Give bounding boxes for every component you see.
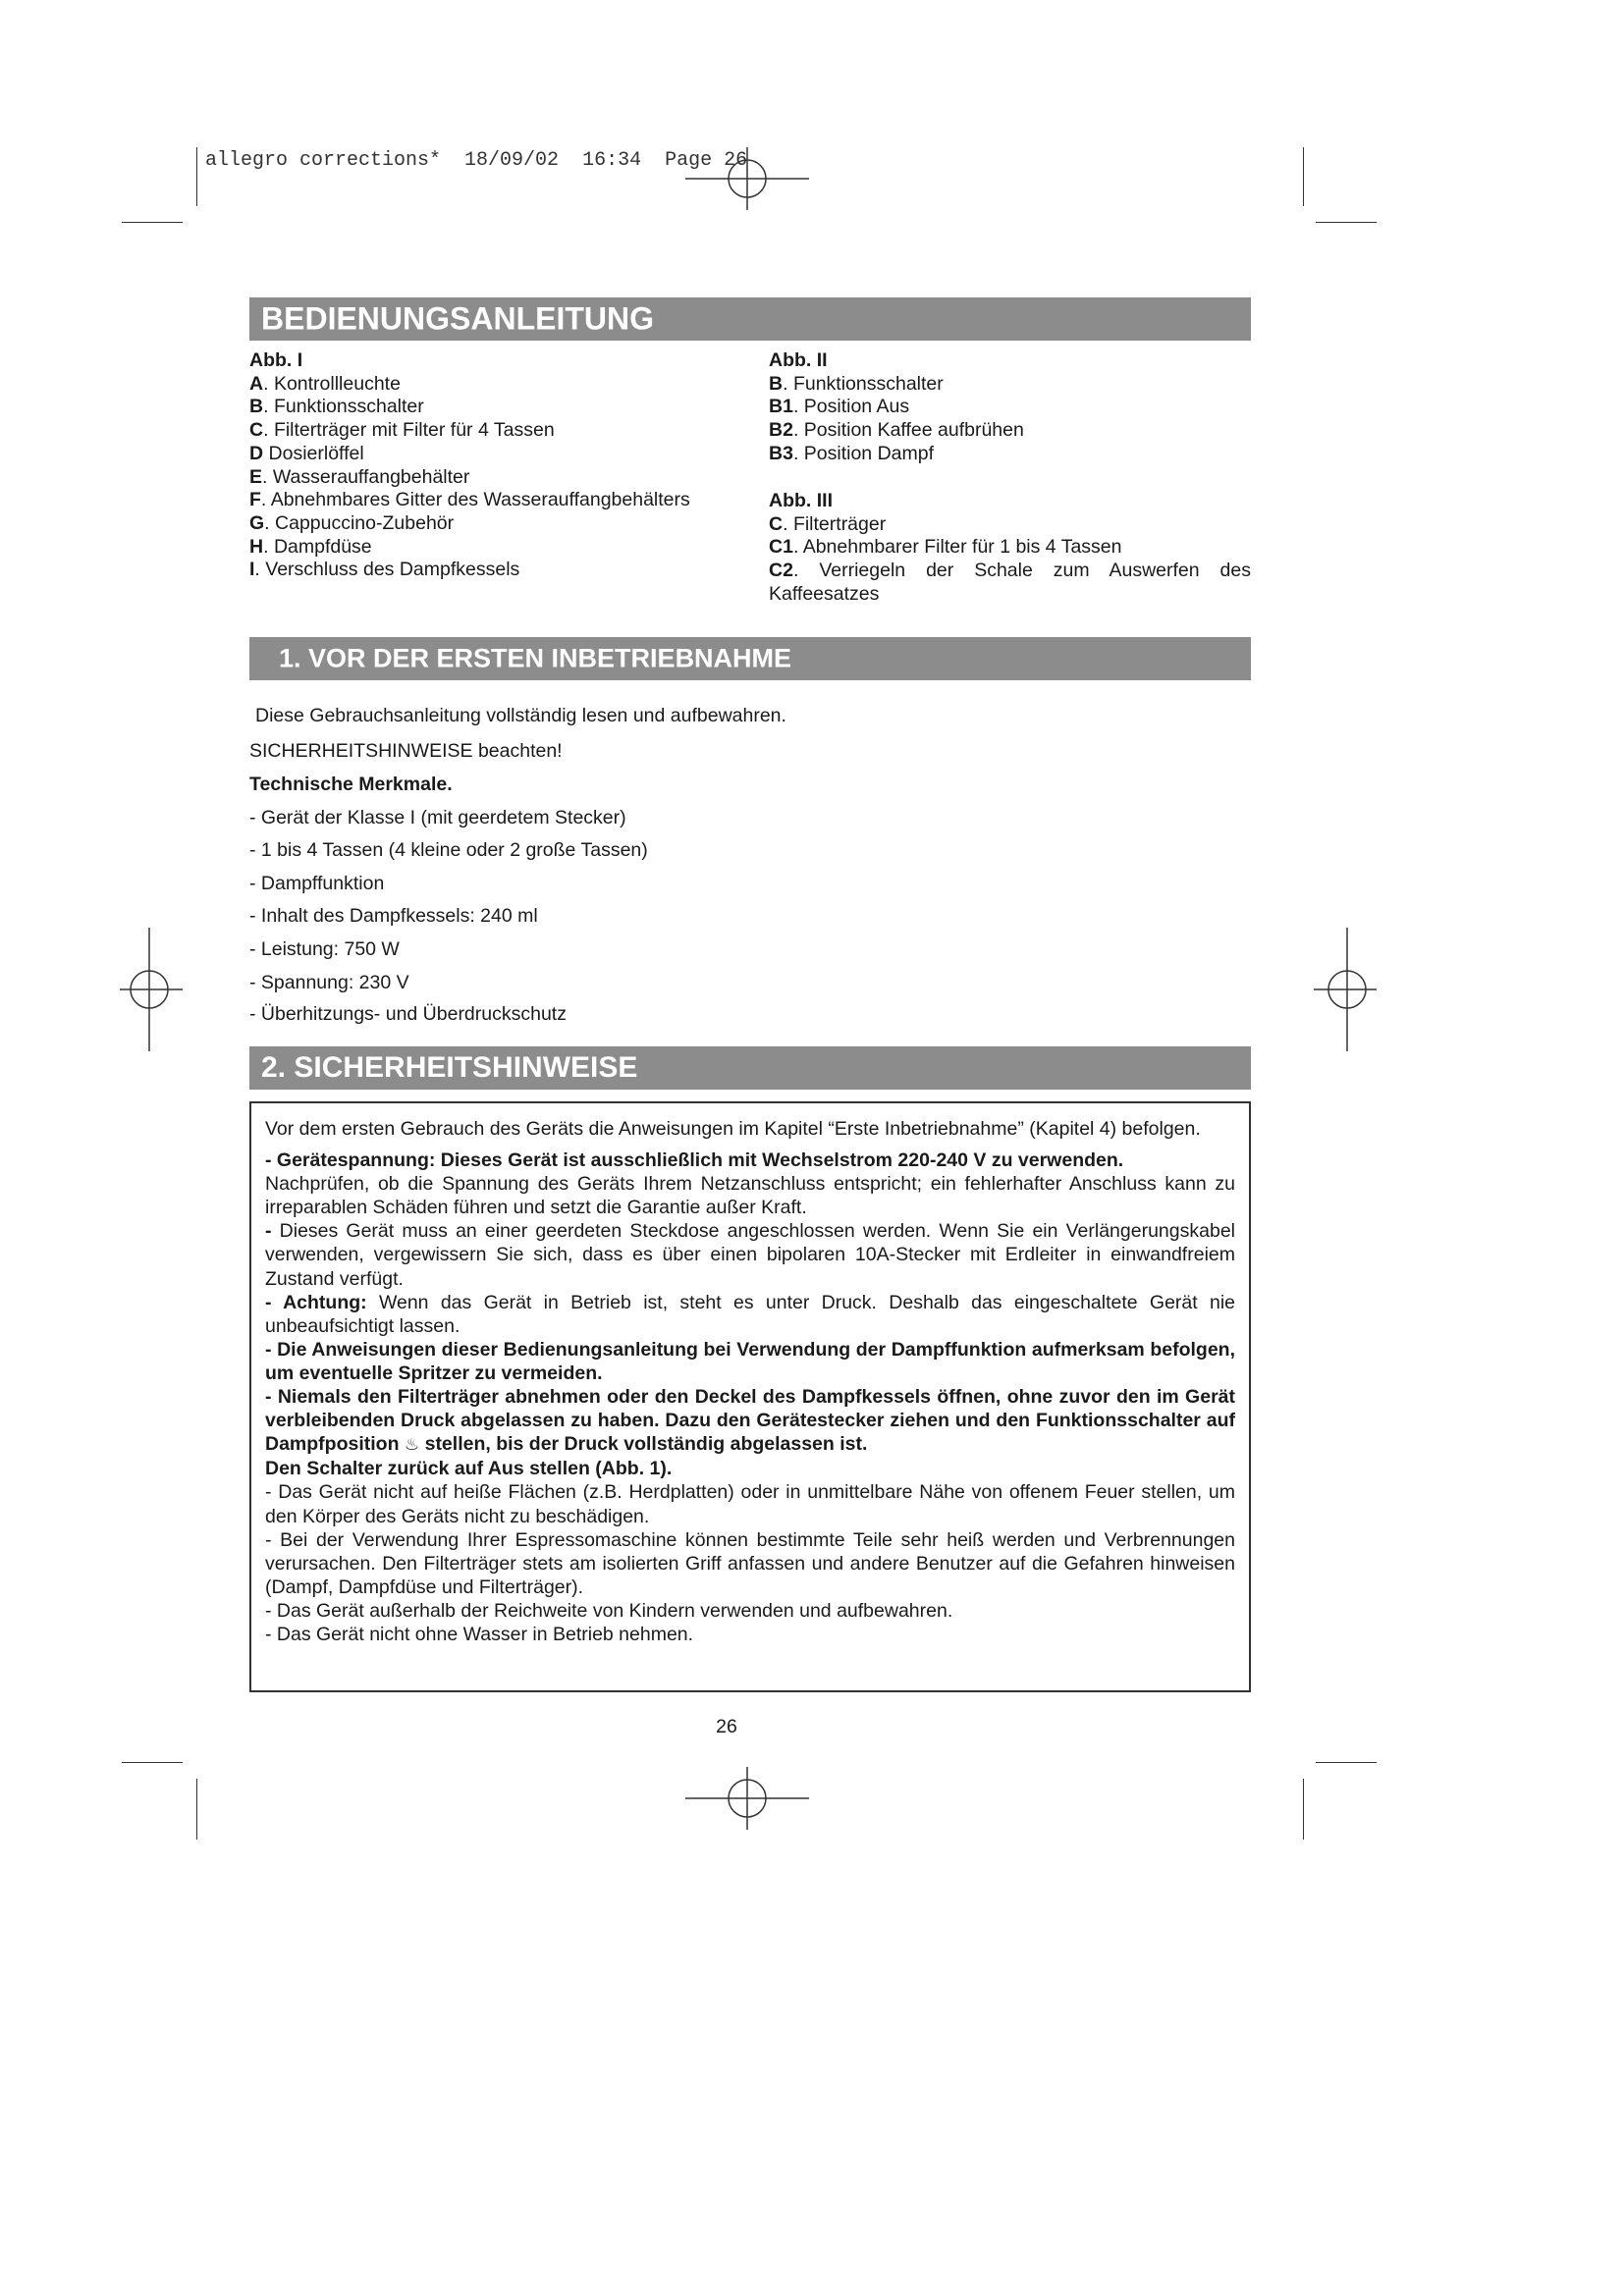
section-1-title: 1. VOR DER ERSTEN INBETRIEBNAHME — [279, 643, 792, 673]
legend-item: F. Abnehmbares Gitter des Wasserauffangbehälters — [249, 489, 690, 511]
safety-paragraph: - Die Anweisungen dieser Bedienungsanleitung bei Verwendung der Dampffunktion aufmerksam befolgen, um eventuelle Spritzer zu vermeiden. — [265, 1338, 1235, 1384]
safety-paragraph: - Das Gerät außerhalb der Reichweite von Kindern verwenden und aufbewahren. — [265, 1599, 953, 1622]
crop-mark — [1303, 1779, 1304, 1840]
legend-item: A. Kontrollleuchte — [249, 372, 401, 395]
legend-item: C. Filterträger — [769, 512, 887, 535]
legend-item: E. Wasserauffangbehälter — [249, 465, 470, 488]
legend-item: D Dosierlöffel — [249, 442, 364, 464]
feature-item: - 1 bis 4 Tassen (4 kleine oder 2 große Tassen) — [249, 839, 648, 861]
title-bar — [249, 297, 1251, 341]
tech-heading: Technische Merkmale. — [249, 774, 453, 795]
legend-item: B3. Position Dampf — [769, 442, 935, 464]
legend-item: H. Dampfdüse — [249, 535, 372, 558]
safety-paragraph: Vor dem ersten Gebrauch des Geräts die Anweisungen im Kapitel “Erste Inbetriebnahme” (Kapitel 4) befolgen. — [265, 1118, 1201, 1140]
registration-mark-icon — [685, 147, 809, 210]
steam-position-icon: ♨ — [404, 1435, 420, 1455]
section-2-title: 2. SICHERHEITSHINWEISE — [261, 1051, 638, 1084]
section-1-bar — [249, 637, 1251, 680]
crop-mark — [122, 1762, 183, 1763]
safety-paragraph: - Niemals den Filterträger abnehmen oder den Deckel des Dampfkessels öffnen, ohne zuvor den im Gerät verbleibenden Druck abgelassen zu haben. Dazu den Gerätestecker ziehen und den Funktionsschalter auf Dampfposition ♨ stellen, bis der Druck vollständig abgelassen ist. — [265, 1385, 1235, 1457]
legend-item: C2. Verriegeln der Schale zum Auswerfen des — [769, 560, 1251, 582]
abb1-legend — [249, 349, 690, 582]
safety-paragraph: - Gerätespannung: Dieses Gerät ist ausschließlich mit Wechselstrom 220-240 V zu verwenden. Nachprüfen, ob die Spannung des Geräts Ihrem Netzanschluss entspricht; ein fehlerhafter Anschluss kann zu irreparablen Schäden führen und setzt die Garantie außer Kraft. — [265, 1149, 1235, 1219]
feature-item: - Spannung: 230 V — [249, 972, 409, 993]
legend-item: C1. Abnehmbarer Filter für 1 bis 4 Tassen — [769, 536, 1122, 559]
legend-item: B2. Position Kaffee aufbrühen — [769, 419, 1024, 442]
crop-mark — [1316, 222, 1377, 223]
safety-paragraph: - Das Gerät nicht ohne Wasser in Betrieb nehmen. — [265, 1623, 694, 1645]
safety-text — [265, 1117, 1235, 1646]
safety-paragraph: - Das Gerät nicht auf heiße Flächen (z.B. Herdplatten) oder in unmittelbare Nähe von offenem Feuer stellen, um den Körper des Geräts nicht zu beschädigen. — [265, 1481, 1235, 1527]
legend-item: G. Cappuccino-Zubehör — [249, 511, 455, 534]
legend-item: I. Verschluss des Dampfkessels — [249, 559, 520, 581]
registration-mark-icon — [685, 1767, 809, 1830]
feature-item: - Inhalt des Dampfkessels: 240 ml — [249, 905, 538, 927]
print-header: allegro corrections* 18/09/02 16:34 Page 26 — [205, 149, 748, 172]
feature-item: - Überhitzungs- und Überdruckschutz — [249, 1003, 567, 1025]
legend-item: B. Funktionsschalter — [769, 372, 944, 395]
crop-mark — [1316, 1762, 1377, 1763]
abb3-legend — [769, 490, 1251, 607]
crop-mark — [122, 222, 183, 223]
abb1-heading: Abb. I — [249, 349, 303, 371]
legend-item: B1. Position Aus — [769, 396, 910, 418]
feature-item: - Leistung: 750 W — [249, 938, 400, 960]
safety-paragraph: - Dieses Gerät muss an einer geerdeten Steckdose angeschlossen werden. Wenn Sie ein Verlängerungskabel verwenden, vergewissern Sie sich, dass es über einen bipolaren 10A-Stecker mit Erdleiter in einwandfreiem Zustand verfügt. — [265, 1220, 1235, 1290]
abb3-heading: Abb. III — [769, 490, 833, 511]
registration-mark-icon — [120, 928, 183, 1051]
crop-mark — [196, 1779, 197, 1840]
page-title: BEDIENUNGSANLEITUNG — [261, 300, 655, 337]
safety-paragraph: - Bei der Verwendung Ihrer Espressomaschine können bestimmte Teile sehr heiß werden und Verbrennungen verursachen. Den Filterträger stets am isolierten Griff anfassen und andere Benutzer auf die Gefahren hinweisen (Dampf, Dampfdüse und Filterträger). — [265, 1528, 1235, 1598]
section-2-bar — [249, 1046, 1251, 1090]
intro-text: Diese Gebrauchsanleitung vollständig lesen und aufbewahren. — [255, 705, 786, 726]
safety-box — [249, 1101, 1251, 1692]
safety-note: SICHERHEITSHINWEISE beachten! — [249, 740, 563, 762]
feature-item: - Dampffunktion — [249, 873, 385, 894]
feature-item: - Gerät der Klasse I (mit geerdetem Stecker) — [249, 807, 626, 828]
abb2-heading: Abb. II — [769, 349, 828, 371]
registration-mark-icon — [1314, 928, 1377, 1051]
crop-mark — [1303, 147, 1304, 206]
page-number: 26 — [716, 1716, 737, 1737]
legend-item-continuation: Kaffeesatzes — [769, 582, 880, 605]
safety-paragraph: - Achtung: Wenn das Gerät in Betrieb ist, steht es unter Druck. Deshalb das eingeschaltete Gerät nie unbeaufsichtigt lassen. — [265, 1291, 1236, 1337]
legend-item: B. Funktionsschalter — [249, 396, 424, 418]
legend-item: C. Filterträger mit Filter für 4 Tassen — [249, 419, 555, 442]
safety-paragraph: Den Schalter zurück auf Aus stellen (Abb. 1). — [265, 1458, 673, 1480]
abb2-legend — [769, 349, 1024, 466]
crop-mark — [196, 147, 197, 206]
